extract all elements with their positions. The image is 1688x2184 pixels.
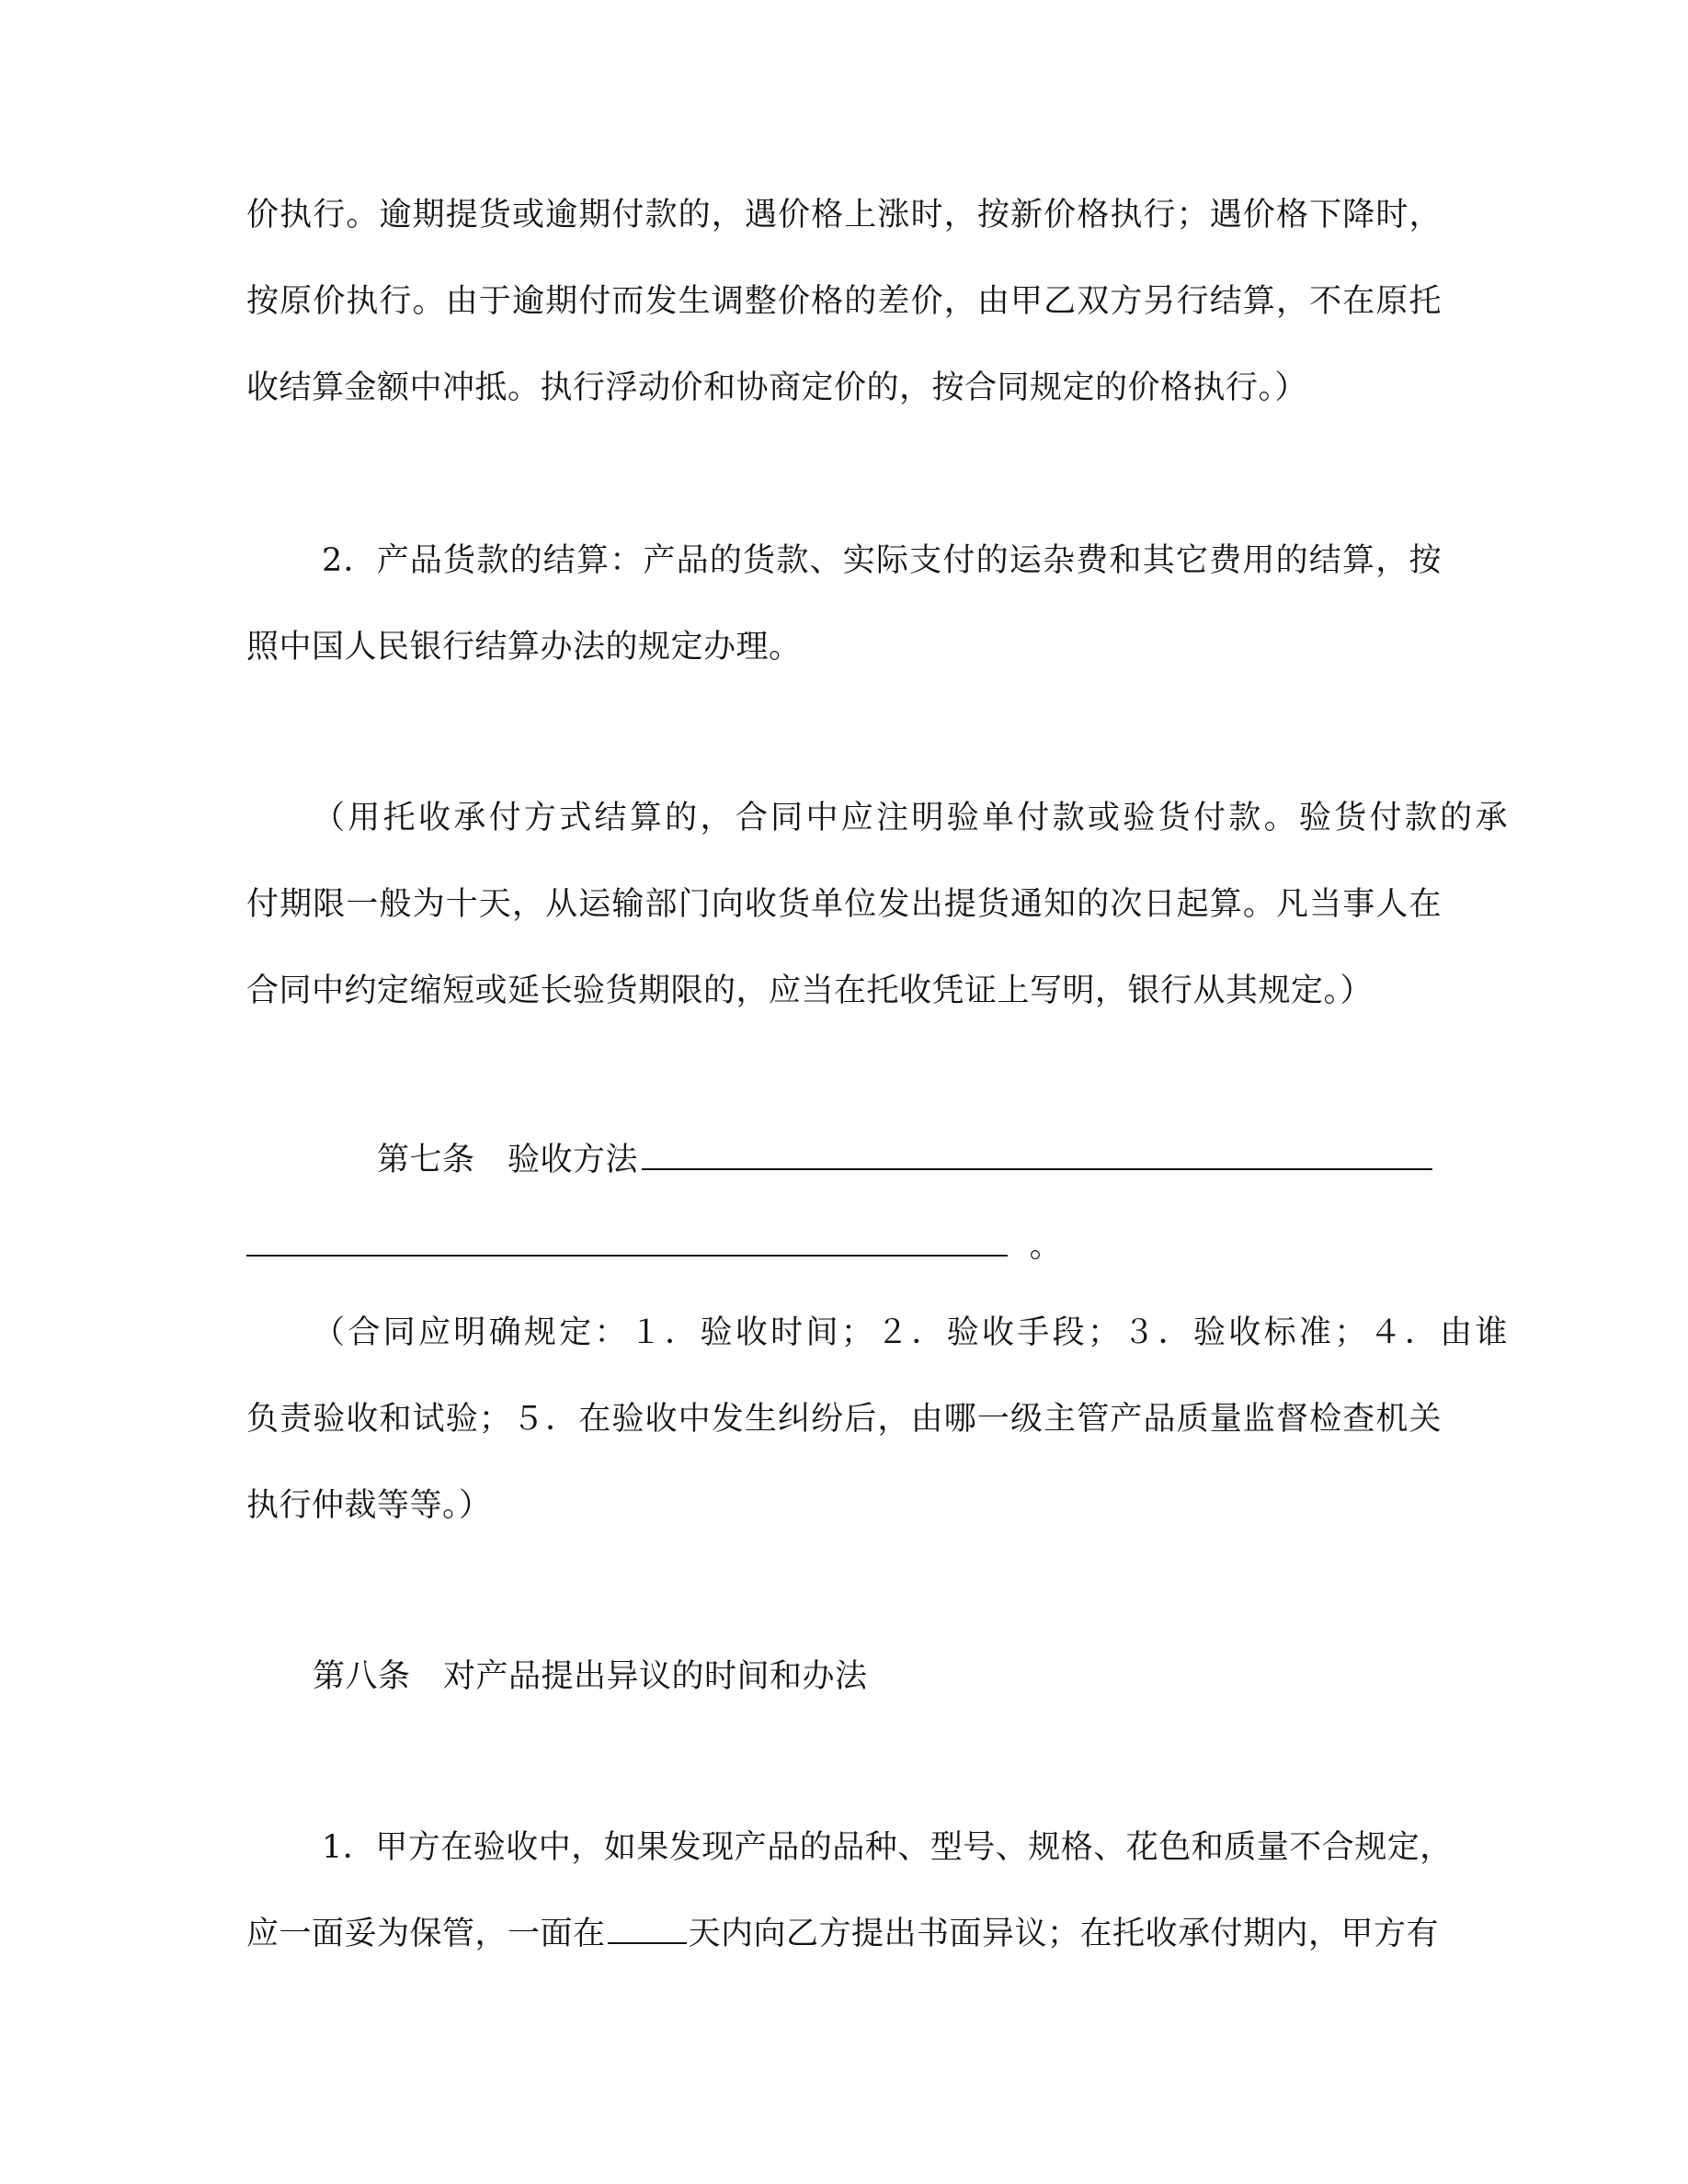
paragraph-line-2: 按原价执行。由于逾期付而发生调整价格的差价，由甲乙双方另行结算，不在原托: [246, 283, 1442, 320]
article-7-heading: [377, 1140, 1572, 1180]
article-8-heading: 第八条 对产品提出异议的时间和办法: [313, 1658, 868, 1695]
article-7-note-line-3: 执行仲裁等等。）: [246, 1487, 492, 1524]
acceptance-method-blank: [642, 1141, 1432, 1170]
note-line-2: 付期限一般为十天，从运输部门向收货单位发出提货通知的次日起算。凡当事人在: [246, 886, 1442, 923]
article-8-text-before-blank: 应一面妥为保管，一面在: [246, 1916, 606, 1952]
article-7-continuation: [246, 1226, 1442, 1267]
paragraph-line-1: 价执行。逾期提货或逾期付款的，遇价格上涨时，按新价格执行；遇价格下降时，: [246, 197, 1442, 233]
article-7-note-line-1: （合同应明确规定：１．验收时间；２．验收手段；３．验收标准；４．由谁: [313, 1314, 1508, 1351]
note-line-3: 合同中约定缩短或延长验货期限的，应当在托收凭证上写明，银行从其规定。）: [246, 973, 1374, 1009]
article-7-period: 。: [1029, 1228, 1063, 1265]
clause-2-line-1: 2．产品货款的结算：产品的货款、实际支付的运杂费和其它费用的结算，按: [322, 542, 1442, 579]
clause-2-line-2: 照中国人民银行结算办法的规定办理。: [246, 629, 802, 665]
acceptance-method-blank-continued: [246, 1227, 1008, 1257]
article-8-clause-1-line-1: 1．甲方在验收中，如果发现产品的品种、型号、规格、花色和质量不合规定，: [322, 1829, 1453, 1866]
days-blank: [608, 1915, 687, 1944]
article-8-clause-1-line-2: [246, 1914, 1442, 1954]
paragraph-line-3: 收结算金额中冲抵。执行浮动价和协商定价的，按合同规定的价格执行。）: [246, 370, 1308, 406]
article-7-note-line-2: 负责验收和试验；５．在验收中发生纠纷后，由哪一级主管产品质量监督检查机关: [246, 1401, 1442, 1438]
article-8-text-after-blank: 天内向乙方提出书面异议；在托收承付期内，甲方有: [688, 1916, 1440, 1952]
note-line-1: （用托收承付方式结算的，合同中应注明验单付款或验货付款。验货付款的承: [313, 800, 1508, 836]
article-7-label: 第七条 验收方法: [377, 1142, 639, 1178]
